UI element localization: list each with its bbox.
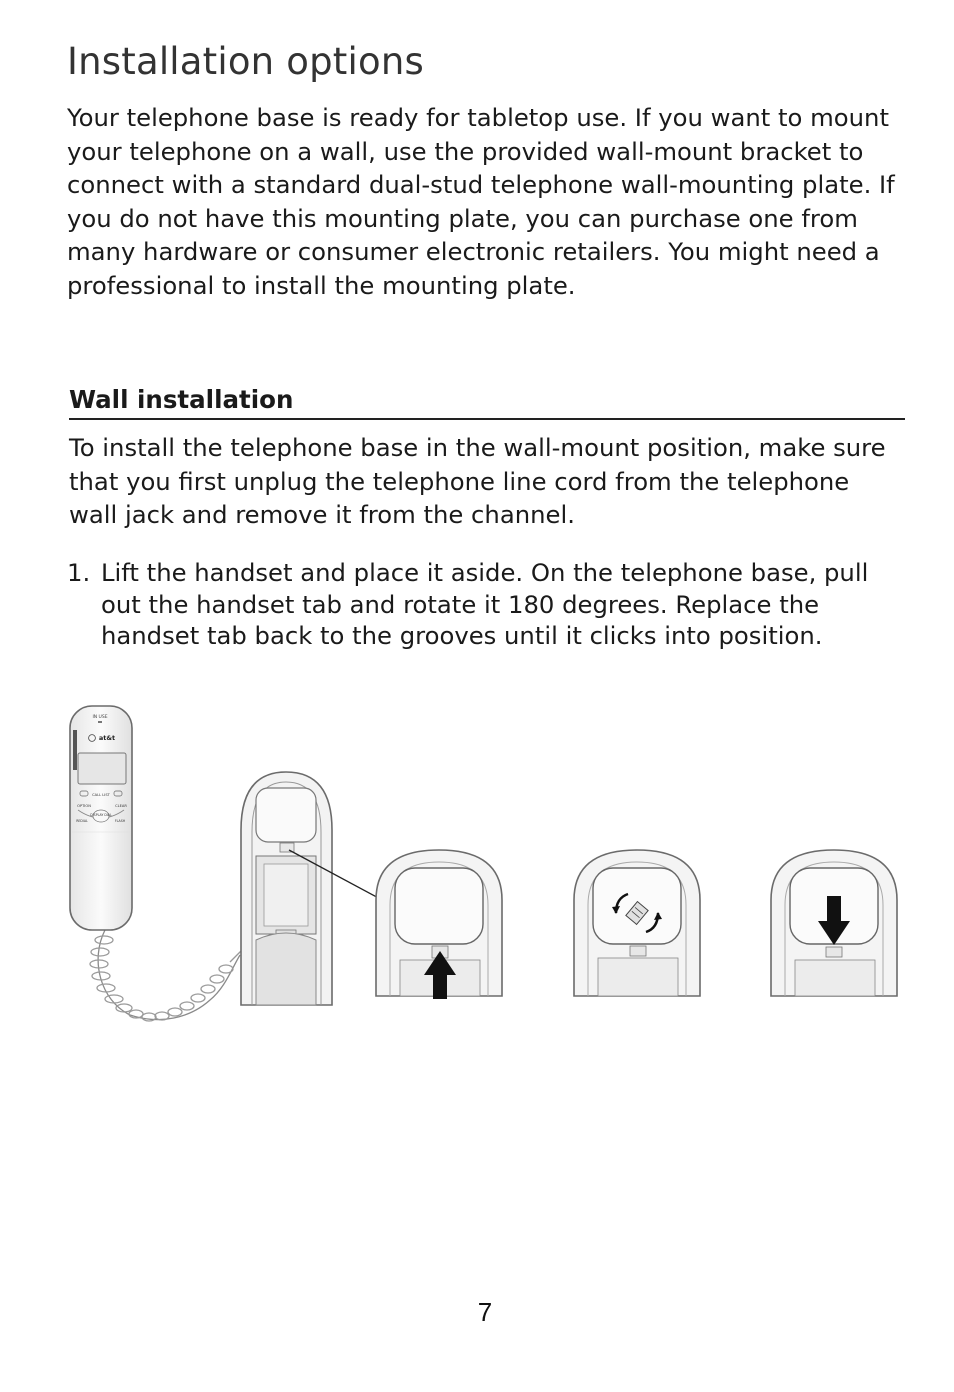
list-item (67, 557, 907, 652)
steps-list (67, 557, 907, 652)
closeup-rotate (574, 850, 700, 996)
coiled-cord (90, 930, 242, 1021)
flash-label: FLASH (114, 819, 126, 823)
page-number: 7 (477, 1297, 493, 1327)
closeup-pull-out (376, 850, 502, 999)
option-label: OPTION (77, 804, 91, 808)
section-heading: Wall installation (69, 385, 294, 414)
display-dial-label: DISPLAY DIAL (90, 813, 112, 817)
redial-label: REDIAL (76, 819, 88, 823)
step-number: 1. (67, 558, 91, 587)
handset-drawing (70, 706, 132, 930)
page-title: Installation options (67, 40, 424, 83)
call-list-label: CALL LIST (92, 793, 110, 797)
section-heading-bar (69, 382, 905, 420)
brand-label: at&t (98, 734, 116, 742)
step-text: Lift the handset and place it aside. On the telephone base, pull out the handset tab and rotate it 180 degrees. Replace the handset tab back to the grooves until it clicks into position. (101, 558, 869, 650)
in-use-label: IN USE (92, 715, 108, 720)
closeup-push-back (771, 850, 897, 996)
telephone-base-drawing (241, 772, 332, 1005)
section-paragraph: To install the telephone base in the wall-mount position, make sure that you first unplug the telephone line cord from the telephone wall jack and remove it from the channel. (69, 433, 886, 530)
clear-label: CLEAR (115, 804, 127, 808)
intro-paragraph: Your telephone base is ready for tabletop use. If you want to mount your telephone on a wall, use the provided wall-mount bracket to connect with a standard dual-stud telephone wall-mounting plate. If you do not have this mounting plate, you can purchase one from many hardware or consumer electronic retailers. You might need a professional to install the mounting plate. (67, 103, 895, 300)
installation-illustration (60, 700, 910, 1040)
